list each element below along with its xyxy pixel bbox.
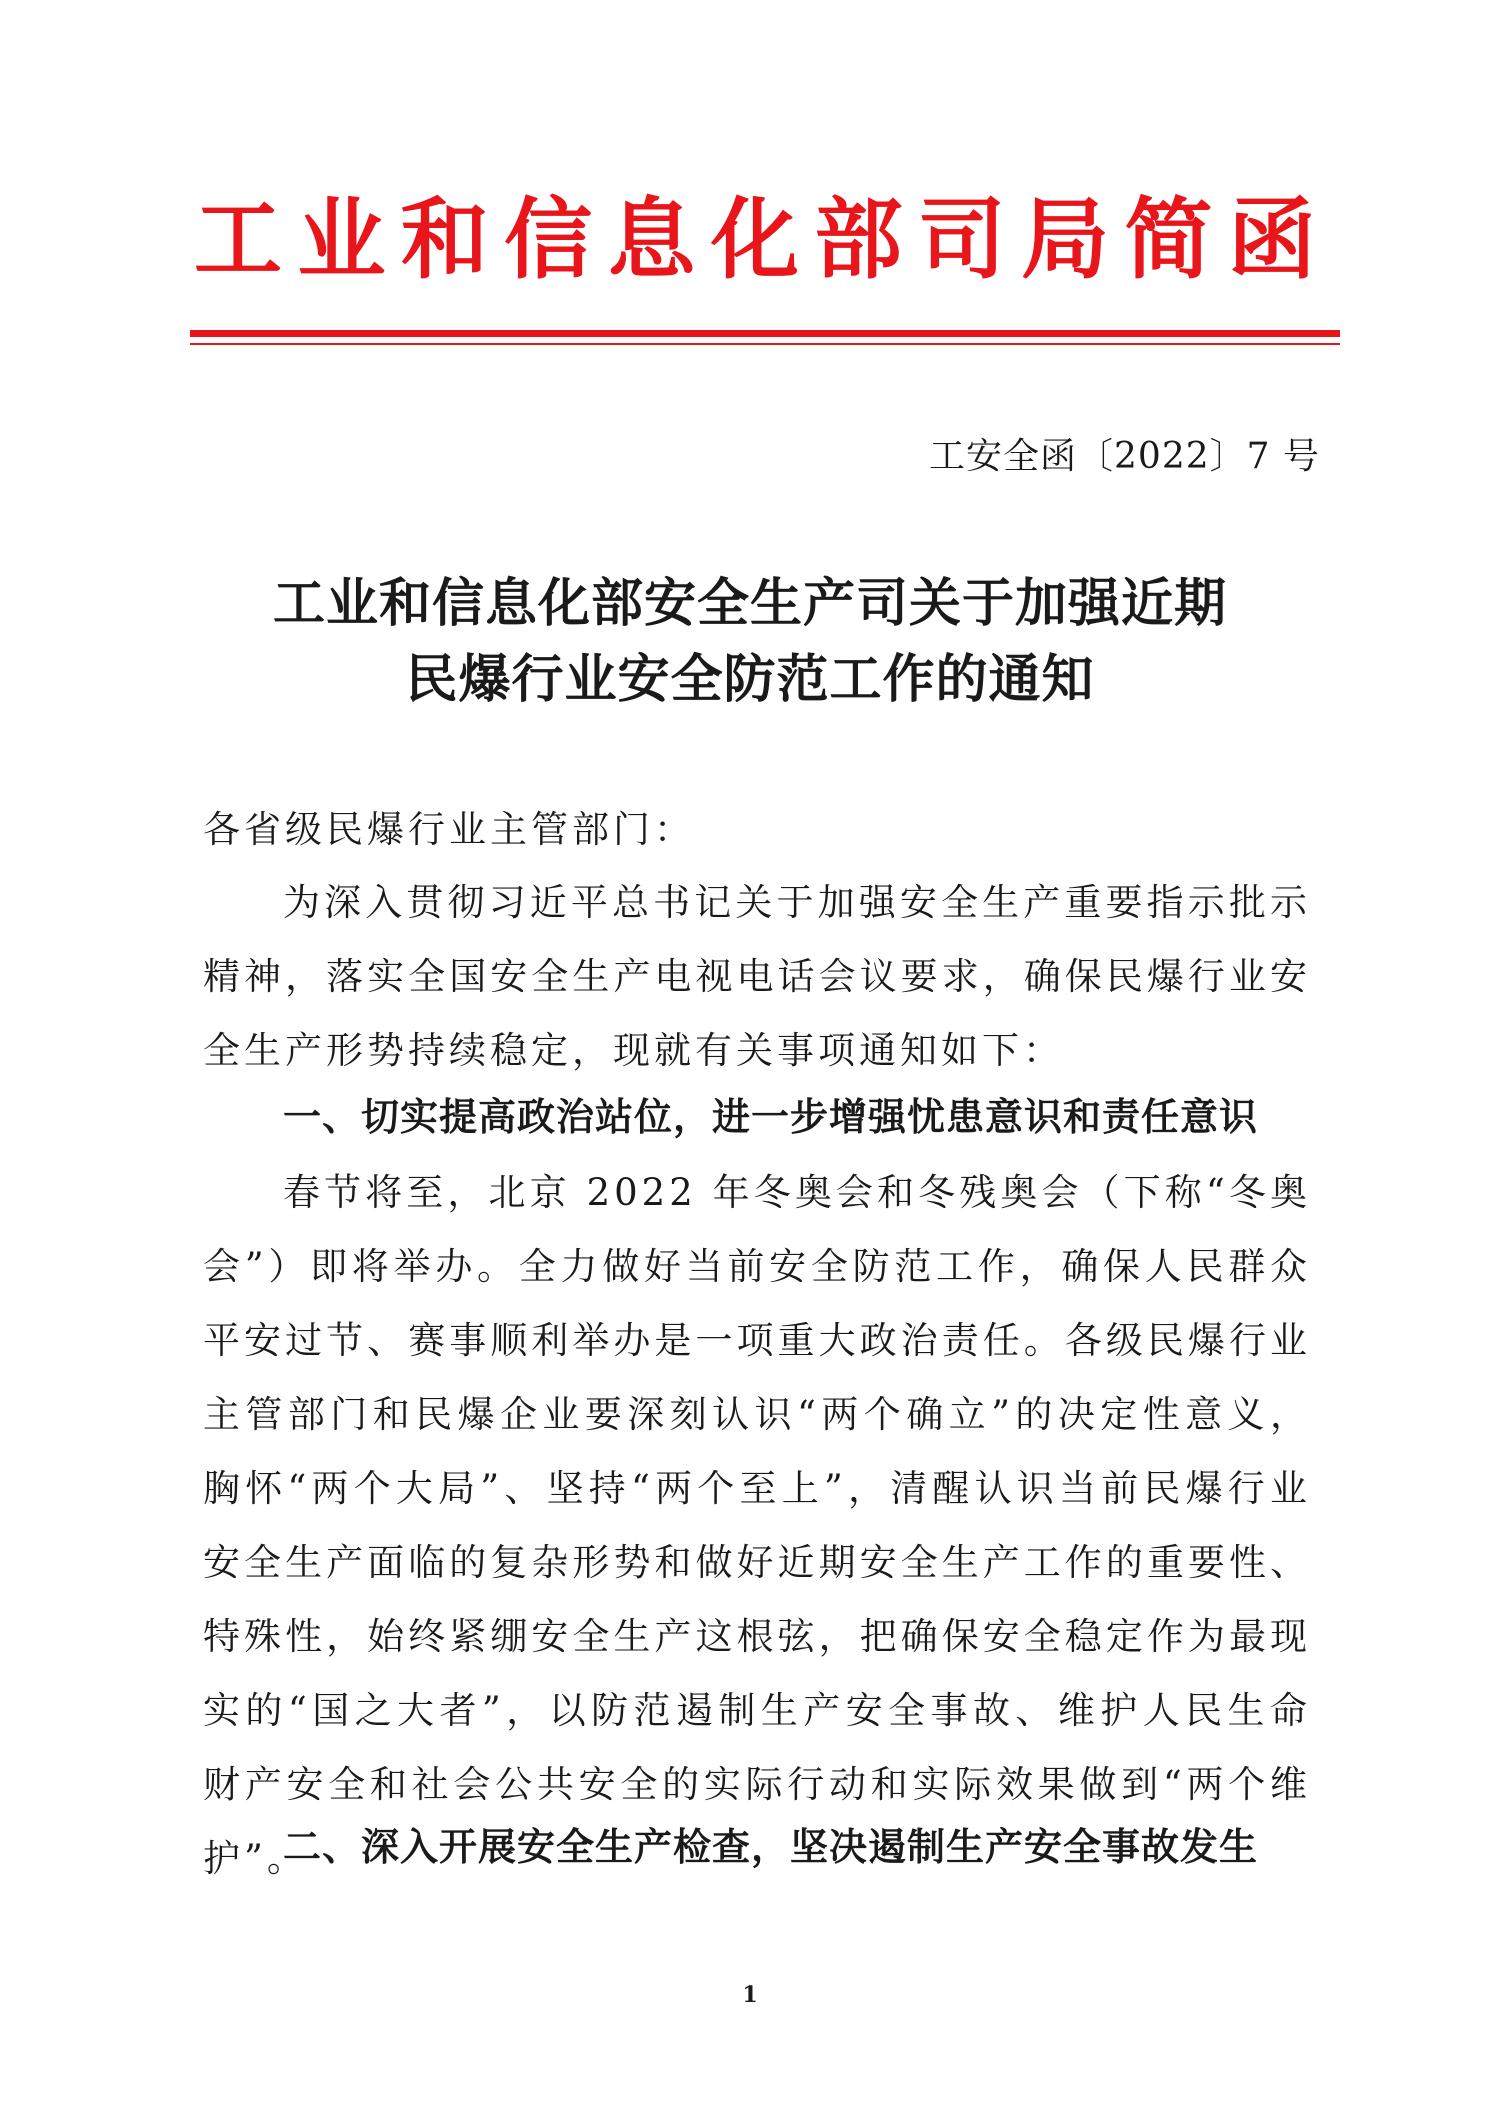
letterhead-divider-thin [190,343,1340,345]
document-title-line: 民爆行业安全防范工作的通知 [405,650,1095,710]
section-heading: 二、深入开展安全生产检查，坚决遏制生产安全事故发生 [283,1825,1259,1869]
section-paragraph: 春节将至，北京 2022 年冬奥会和冬残奥会（下称“冬奥会”）即将举办。全力做好当前安全防范工作，确保人民群众平安过节、赛事顺利举办是一项重大政治责任。各级民爆行业主管部门和民爆企业要深刻认识“两个确立”的决定性意义，胸怀“两个大局”、坚持“两个至上”，清醒认识当前民爆行业安全生产面临的复杂形势和做好近期安全生产工作的重要性、特殊性，始终紧绷安全生产这根弦，把确保安全稳定作为最现实的“国之大者”，以防范遏制生产安全事故、维护人民生命财产安全和社会公共安全的实际行动和实际效果做到“两个维护”。 [203,1171,1311,1880]
document-number: 工安全函〔2022〕7 号 [929,436,1320,477]
letterhead-char: 化 [710,188,799,291]
letterhead-char: 工 [193,188,282,291]
letterhead-divider-thick [190,330,1340,337]
letterhead-char: 业 [297,188,386,291]
letterhead-char: 信 [504,188,593,291]
letterhead-char: 司 [917,188,1006,291]
letterhead-char: 局 [1021,188,1110,291]
letterhead-char: 函 [1227,188,1316,291]
document-title-line: 工业和信息化部安全生产司关于加强近期 [272,574,1227,634]
intro-paragraph: 为深入贯彻习近平总书记关于加强安全生产重要指示批示精神，落实全国安全生产电视电话会议要求，确保民爆行业安全生产形势持续稳定，现就有关事项通知如下： [203,881,1311,1072]
document-title [200,566,1300,718]
letterhead-char: 简 [1124,188,1213,291]
letterhead-char: 息 [607,188,696,291]
letterhead-char: 部 [814,188,903,291]
salutation: 各省级民爆行业主管部门： [203,808,695,851]
letterhead-title [190,190,1320,290]
letterhead-char: 和 [400,188,489,291]
page-number: 1 [742,1982,758,2008]
section-heading: 一、切实提高政治站位，进一步增强忧患意识和责任意识 [283,1095,1259,1139]
